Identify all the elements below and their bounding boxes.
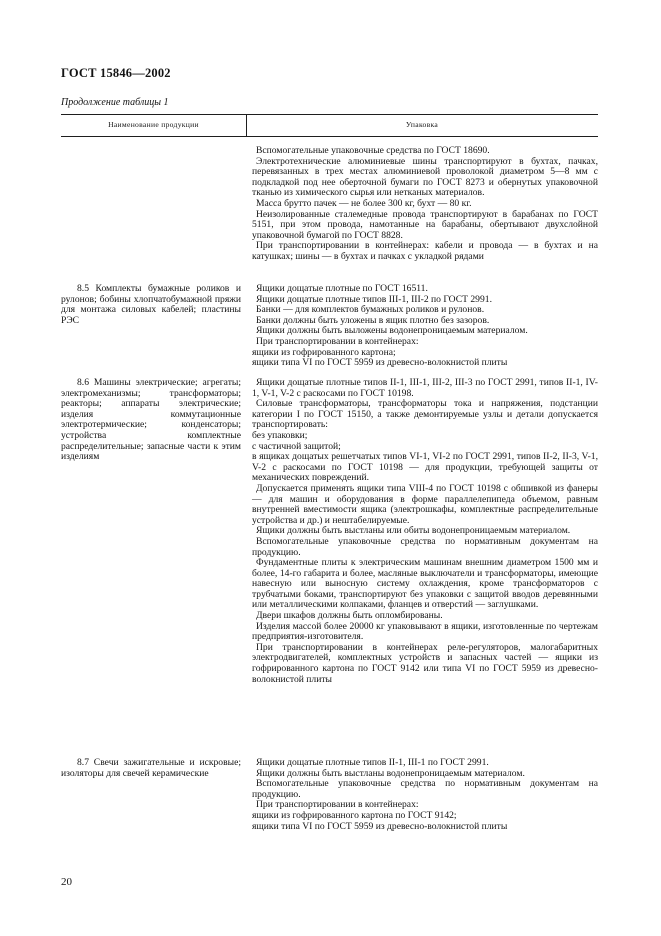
packaging-cell-8-7	[252, 758, 598, 832]
packaging-paragraph: в ящиках дощатых решетчатых типов VI-1, VI-2 по ГОСТ 2991, типов II-2, II-3, V-1, V-2 с раскосами по ГОСТ 10198 — для продукции, требующей защиты от механических повреждений.	[252, 451, 598, 484]
table-caption: Продолжение таблицы 1	[61, 97, 169, 108]
packaging-paragraph: При транспортировании в контейнерах:	[256, 335, 419, 347]
product-name: 8.7 Свечи зажигательные и искровые; изоляторы для свечей керамические	[61, 757, 241, 779]
packaging-paragraph: Ящики дощатые плотные типов II-1, III-1 по ГОСТ 2991.	[256, 757, 489, 768]
packaging-paragraph: Ящики дощатые плотные типов III-1, III-2 по ГОСТ 2991.	[256, 293, 492, 305]
packaging-paragraph: без упаковки;	[252, 429, 308, 441]
packaging-paragraph: При транспортировании в контейнерах реле-регуляторов, малогабаритных электродвигателей, комплектных устройств и запасных частей — ящики из гофрированного картона по ГОСТ 9142 или типа VI по ГОСТ 5959 из древесно-волокнистой плиты	[252, 641, 598, 685]
packaging-paragraph: с частичной защитой;	[252, 440, 341, 452]
packaging-paragraph: ящики типа VI по ГОСТ 5959 из древесно-волокнистой плиты	[252, 820, 508, 832]
packaging-paragraph: Допускается применять ящики типа VIII-4 по ГОСТ 10198 с обшивкой из фанеры — для машин и оборудования в форме параллелепипеда объемом, равным внутренней вместимости ящика (электрошкафы, комплектные распределительные устройства и др.) и нештабелируемые.	[252, 482, 598, 526]
packaging-paragraph: Банки должны быть уложены в ящик плотно без зазоров.	[256, 314, 490, 326]
packaging-paragraph: Банки — для комплектов бумажных роликов и рулонов.	[256, 304, 485, 316]
packaging-paragraph: Ящики дощатые плотные по ГОСТ 16511.	[256, 283, 428, 294]
packaging-paragraph: Масса брутто пачек — не более 300 кг, бухт — 80 кг.	[256, 197, 472, 209]
packaging-paragraph: При транспортировании в контейнерах:	[256, 799, 419, 811]
packaging-paragraph: ящики из гофрированного картона по ГОСТ 9142;	[252, 809, 457, 821]
table-header-border	[61, 136, 598, 137]
packaging-paragraph: Вспомогательные упаковочные средства по нормативным документам на продукцию.	[252, 535, 598, 558]
packaging-paragraph: Фундаментные плиты к электрическим машинам внешним диаметром 1500 мм и более, 14-го габарита и более, масляные выключатели и трансформаторы, имеющие навесную или выносную систему охлаждения, кроме трансформаторов с трубчатыми боками, транспортируют без упаковки с защитой вводов деревянными или металлическими колпаками, фланцев и отверстий — заглушками.	[252, 557, 598, 611]
product-cell-8-6	[61, 378, 241, 463]
packaging-paragraph: ящики из гофрированного картона;	[252, 346, 396, 358]
packaging-paragraph: Ящики дощатые плотные типов II-1, III-1, III-2, III-3 по ГОСТ 2991, типов II-1, IV-1, V-1, V-2 с раскосами по ГОСТ 10198.	[252, 377, 598, 399]
packaging-paragraph: Двери шкафов должны быть опломбированы.	[256, 610, 443, 622]
packaging-paragraph: Вспомогательные упаковочные средства по ГОСТ 18690.	[256, 145, 490, 156]
packaging-paragraph: Ящики должны быть выстланы водонепроницаемым материалом.	[256, 767, 525, 779]
packaging-cell-8-6	[252, 378, 598, 685]
document-code: ГОСТ 15846—2002	[61, 66, 171, 80]
product-name: 8.6 Машины электрические; агрегаты; электромеханизмы; трансформаторы; реакторы; аппараты электрические; изделия коммутационные электротермические; конденсаторы; устройства комплектные распределительные; запасные части к этим изделиям	[61, 377, 241, 463]
packaging-paragraph: Силовые трансформаторы, трансформаторы тока и напряжения, подстанции категории I по ГОСТ 15150, а также демонтируемые узлы и детали допускается транспортировать:	[252, 398, 598, 431]
table-top-border	[61, 114, 598, 115]
product-cell-8-7	[61, 758, 241, 779]
packaging-cell-8-5	[252, 284, 598, 369]
header-product: Наименование продукции	[108, 120, 199, 129]
packaging-paragraph: Ящики должны быть выложены водонепроницаемым материалом.	[256, 325, 528, 337]
packaging-paragraph: Электротехнические алюминиевые шины транспортируют в бухтах, пачках, перевязанных в трех местах алюминиевой проволокой диаметром 5—8 мм с подкладкой под нее оберточной бумаги по ГОСТ 8273 и обернутых упаковочной тканью из химического сырья или нетканых материалов.	[252, 155, 598, 199]
packaging-paragraph: Изделия массой более 20000 кг упаковывают в ящики, изготовленные по чертежам предприятия-изготовителя.	[252, 620, 598, 643]
product-cell-8-5	[61, 284, 241, 326]
packaging-paragraph: Вспомогательные упаковочные средства по нормативным документам на продукцию.	[252, 778, 598, 800]
page-number: 20	[61, 876, 72, 888]
product-name: 8.5 Комплекты бумажные роликов и рулонов; бобины хлопчатобумажной пряжи для монтажа силовых кабелей; пластины РЭС	[61, 283, 241, 326]
packaging-paragraph: Неизолированные сталемедные провода транспортируют в барабанах по ГОСТ 5151, при этом провода, намотанные на барабаны, обертывают двухслойной упаковочной бумагой по ГОСТ 8828.	[252, 208, 598, 241]
packaging-paragraph: При транспортировании в контейнерах: кабели и провода — в бухтах и на катушках; шины — в бухтах и пачках с укладкой рядами	[252, 240, 598, 262]
header-packaging: Упаковка	[405, 120, 439, 129]
packaging-cell-continued	[252, 146, 598, 263]
packaging-paragraph: ящики типа VI по ГОСТ 5959 из древесно-волокнистой плиты	[252, 357, 508, 369]
packaging-paragraph: Ящики должны быть выстланы или обиты водонепроницаемым материалом.	[256, 525, 571, 537]
